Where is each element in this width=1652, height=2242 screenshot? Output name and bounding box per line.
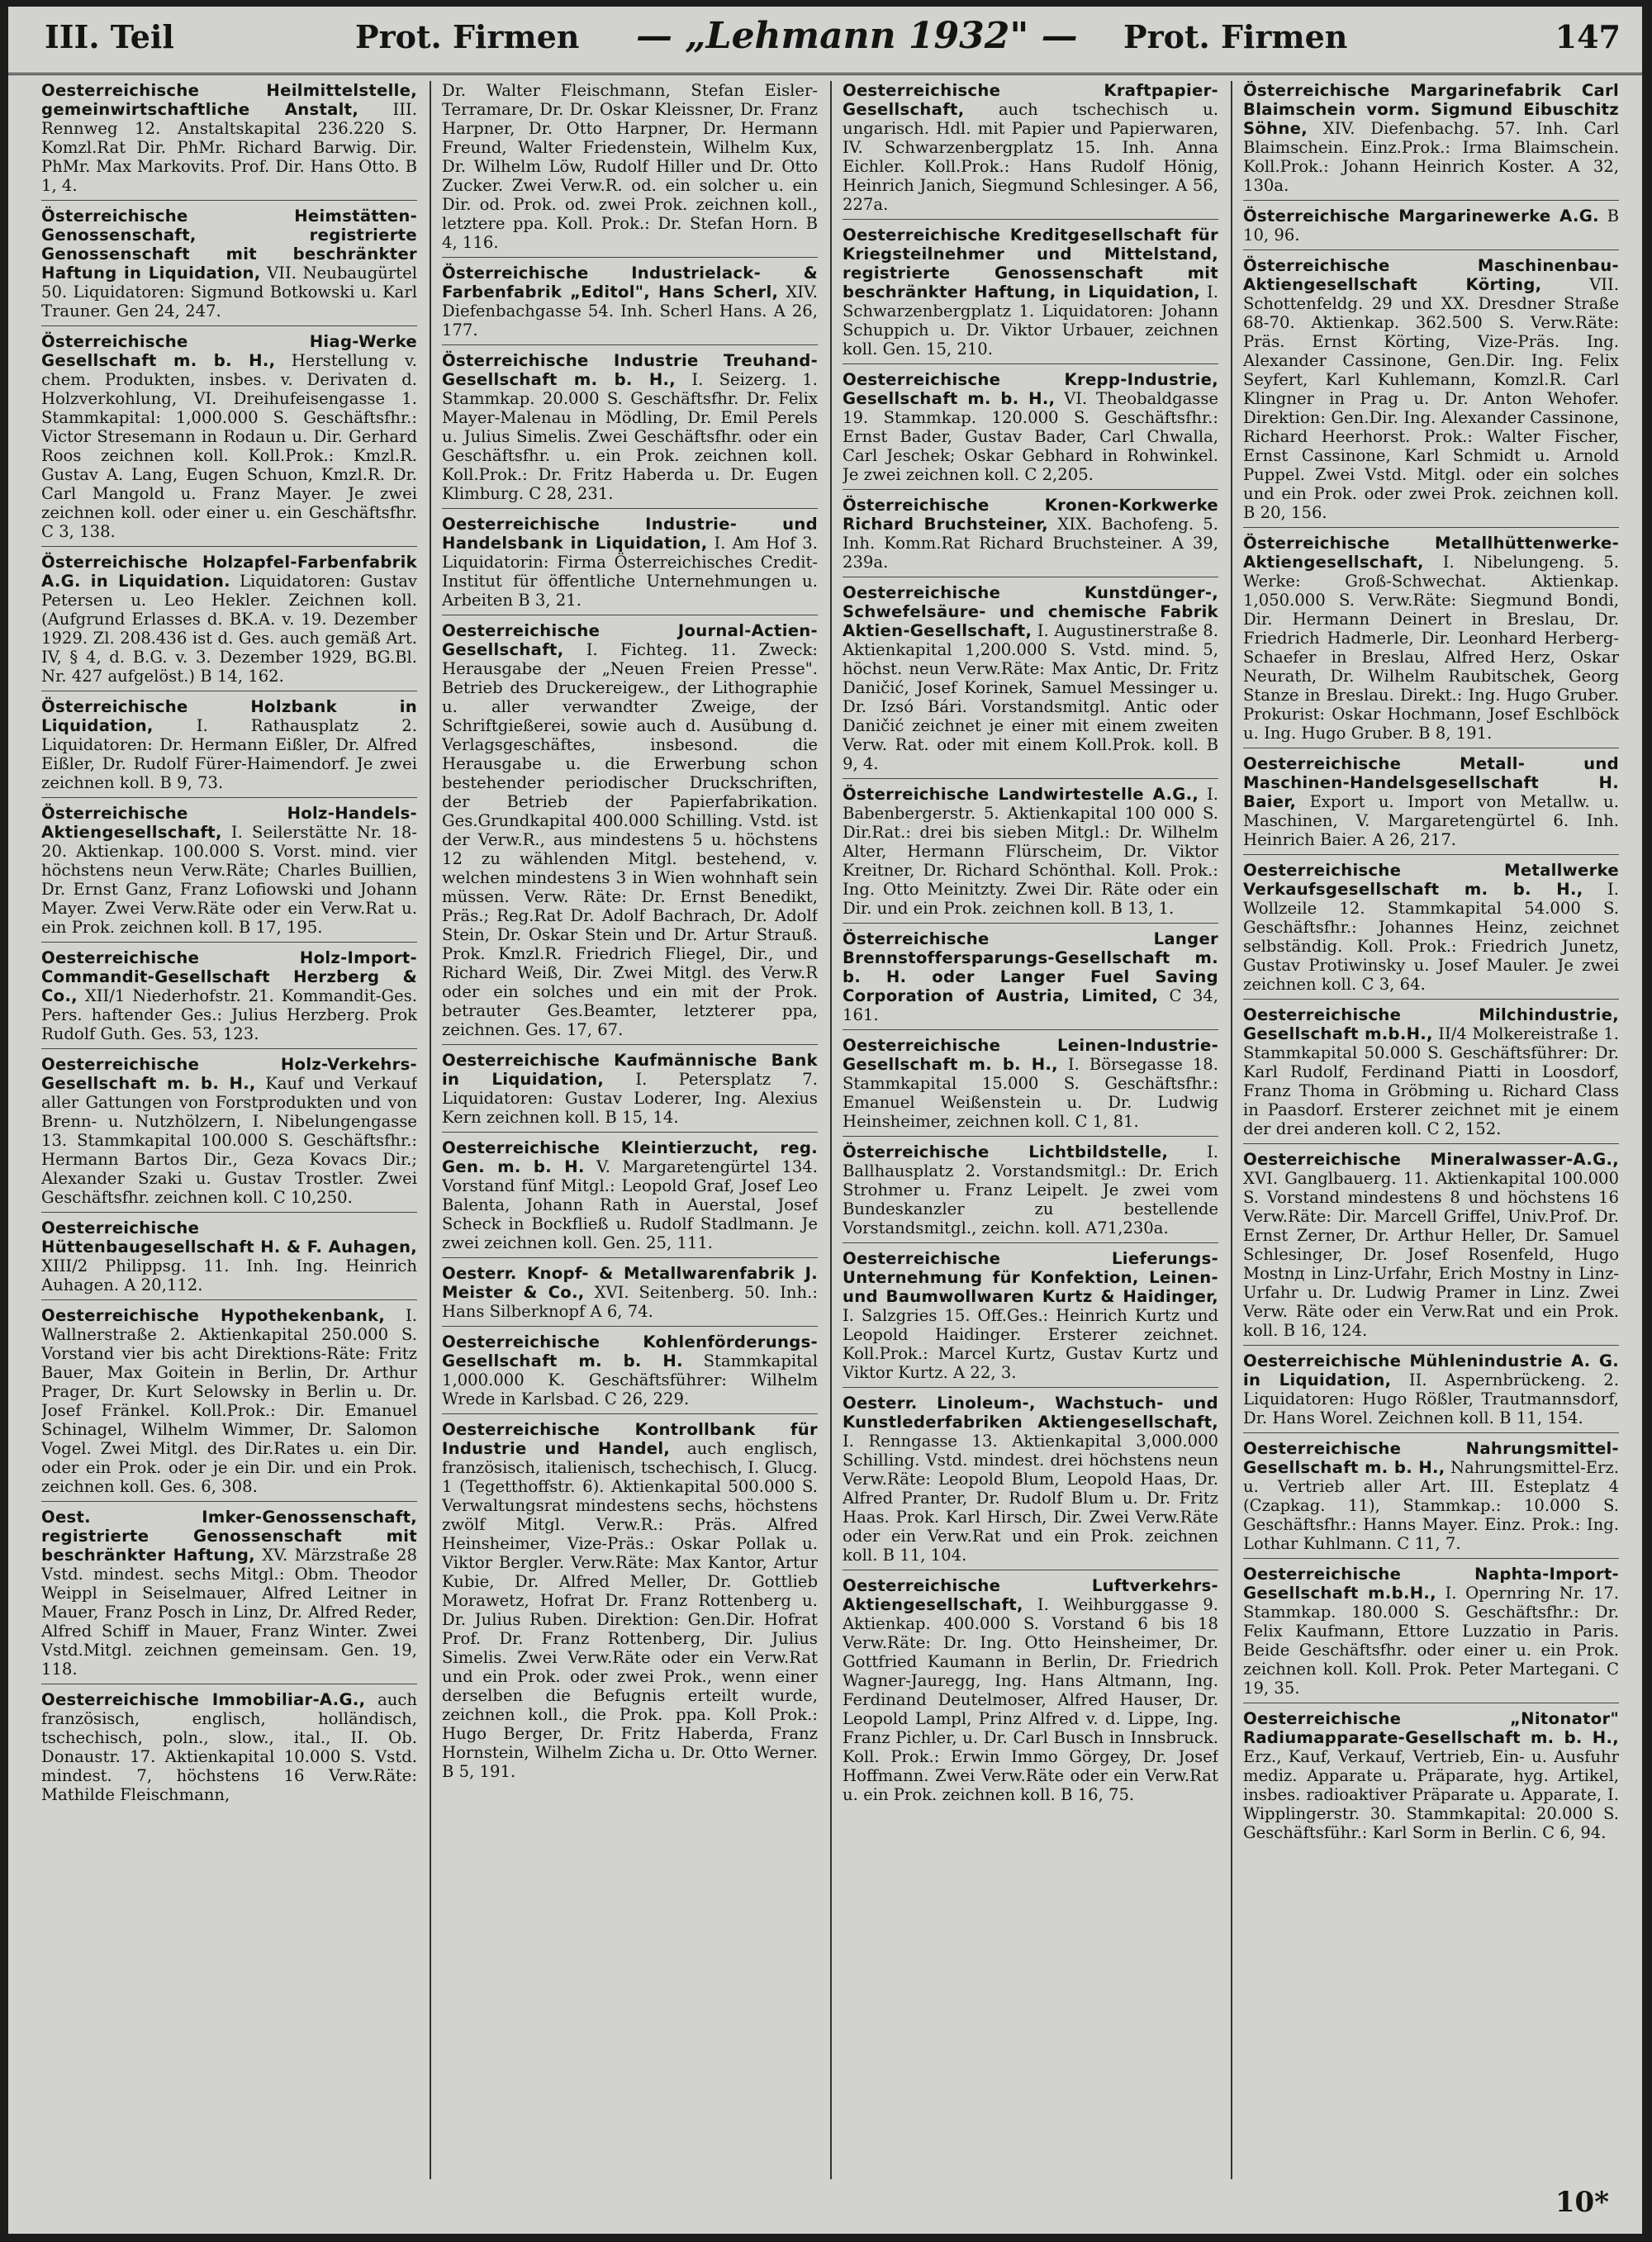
company-entry [41, 1690, 417, 1809]
company-name: Österreichische Heimstätten-Genossenschaft, registrierte Genossenschaft mit beschränkter Haftung in Liquidation, [41, 207, 417, 283]
company-details: Erz., Kauf, Verkauf, Vertrieb, Ein- u. Ausfuhr mediz. Apparate u. Präparate, hyg. Artikel, insbes. radioaktiver Präparate u. Apparate, I. Wipplingerstr. 30. Stammkapital: 20.000 S. Geschäftsführ.: Karl Sorm in Berlin. C 6, 94. [1243, 1747, 1619, 1842]
company-details: VII. Schottenfeldg. 29 und XX. Dresdner Straße 68-70. Aktienkap. 362.500 S. Verw.Räte: Präs. Ernst Körting, Vize-Präs. Ing. Alexander Cassinone, Gen.Dir. Ing. Felix Seyfert, Karl Kuhlemann, Komzl.R. Carl Klingner in Prag u. Dr. Anton Wehofer. Direktion: Gen.Dir. Ing. Alexander Cassinone, Richard Heerhorst. Prok.: Walter Fischer, Ernst Cassinone, Karl Schmidt u. Arnold Puppel. Zwei Vstd. Mitgl. oder ein solches und ein Prok. oder zwei Prok. zeichnen koll. B 20, 156. [1243, 275, 1619, 522]
company-details: I. Weihburggasse 9. Aktienkap. 400.000 S. Vorstand 6 bis 18 Verw.Räte: Dr. Ing. Otto Heinsheimer, Dr. Gottfried Kaumann in Berlin, Dr. Friedrich Wagner-Jauregg, Ing. Hans Altmann, Ing. Ferdinand Deutelmoser, Alfred Hauser, Dr. Leopold Lampl, Prinz Alfred v. d. Lippe, Ing. Franz Pichler, u. Dr. Carl Busch in Innsbruck. Koll. Prok.: Erwin Immo Görgey, Dr. Josef Hoffmann. Zwei Verw.Räte oder ein Verw.Rat u. ein Prok. zeichnen koll. B 16, 75. [843, 1595, 1218, 1804]
company-name: Österreichische Industrielack- & Farbenfabrik „Editol", Hans Scherl, [442, 264, 818, 302]
column-rule [430, 81, 431, 2179]
company-entry [1243, 256, 1619, 528]
company-entry [843, 1576, 1218, 1809]
company-details: auch französisch, englisch, holländisch, tschechisch, poln., slow., ital., II. Ob. Donaustr. 17. Aktienkapital 10.000 S. Vstd. mindest. 7, höchstens 16 Verw.Räte: Mathilde Fleischmann, [41, 1690, 417, 1804]
company-entry [41, 1218, 417, 1300]
company-details: Nahrungsmittel-Erz. u. Vertrieb aller Art. III. Esteplatz 4 (Czapkag. 11), Stammkap.: 10.000 S. Geschäftsfhr.: Hanns Mayer. Einz. Prok.: Ing. Lothar Kuhlmann. C 11, 7. [1243, 1458, 1619, 1553]
company-entry [41, 948, 417, 1049]
company-entry [41, 553, 417, 691]
company-entry [843, 496, 1218, 577]
company-name: Österreichische Landwirtestelle A.G., [843, 785, 1199, 804]
company-entry [41, 1306, 417, 1502]
company-name: Österreichische Holzapfel-Farbenfabrik A.G. in Liquidation. [41, 553, 417, 591]
company-name: Oesterreichische Nahrungsmittel-Gesellschaft m. b. H., [1243, 1439, 1619, 1477]
company-name: Oesterreichische Kohlenförderungs-Gesellschaft m. b. H. [442, 1332, 818, 1370]
company-name: Oesterreichische Hüttenbaugesellschaft H. & F. Auhagen, [41, 1218, 417, 1256]
company-name: Oesterr. Linoleum-, Wachstuch- und Kunstlederfabriken Aktiengesellschaft, [843, 1394, 1218, 1432]
section-label-left: Prot. Firmen [355, 18, 580, 55]
company-entry [843, 1394, 1218, 1570]
column-rule [1231, 81, 1232, 2179]
company-name: Oesterreichische Krepp-Industrie, Gesellschaft m. b. H., [843, 370, 1218, 408]
company-name: Oesterreichische Kontrollbank für Industrie und Handel, [442, 1420, 818, 1458]
company-name: Oesterreichische Naphta-Import-Gesellschaft m.b.H., [1243, 1565, 1619, 1603]
company-details: I. Salzgries 15. Off.Ges.: Heinrich Kurtz und Leopold Haidinger. Ersterer zeichnet. Koll.Prok.: Marcel Kurtz, Gustav Kurtz und Viktor Kurtz. A 22, 3. [843, 1306, 1218, 1382]
company-name: Oesterreichische Heilmittelstelle, gemeinwirtschaftliche Anstalt, [41, 81, 417, 119]
column-rule [830, 81, 832, 2179]
company-details: VII. Neubaugürtel 50. Liquidatoren: Sigmund Botkowski u. Karl Trauner. Gen 24, 247. [41, 264, 417, 321]
company-name: Oesterreichische Immobiliar-A.G., [41, 1690, 366, 1709]
company-name: Oesterreichische Metall- und Maschinen-Handelsgesellschaft H. Baier, [1243, 754, 1619, 811]
company-entry [843, 1249, 1218, 1388]
company-details: I. Opernring Nr. 17. Stammkap. 180.000 S. Geschäftsfhr.: Dr. Felix Kaufmann, Ettore Luzzatio in Paris. Beide Geschäftsfhr. oder einer u. ein Prok. zeichnen koll. Koll. Prok. Peter Martegani. C 19, 35. [1243, 1584, 1619, 1698]
company-name: Österreichische Metallhüttenwerke-Aktiengesellschaft, [1243, 534, 1619, 572]
company-entry [1243, 1709, 1619, 1847]
company-details: I. Petersplatz 7. Liquidatoren: Gustav Loderer, Ing. Alexius Kern zeichnen koll. B 15, 14. [442, 1070, 818, 1127]
company-entry [1243, 1565, 1619, 1703]
company-details: I. Nibelungeng. 5. Werke: Groß-Schwechat. Aktienkap. 1,050.000 S. Verw.Räte: Siegmund Bondi, Dir. Hermann Deinert in Breslau, Dr. Friedrich Hadmerle, Dir. Leonhard Herberg-Schaefer in Breslau, Alfred Herz, Oskar Neurath, Dr. Wilhelm Raubitschek, Georg Stanze in Breslau. Direkt.: Ing. Hugo Gruber. Prokurist: Oskar Hochmann, Josef Eschlböck u. Ing. Hugo Gruber. B 8, 191. [1243, 553, 1619, 743]
signature-mark: 10* [1555, 2186, 1609, 2219]
company-entry [442, 351, 818, 509]
company-entry [442, 1264, 818, 1327]
company-details: XVI. Seitenberg. 50. Inh.: Hans Silberknopf A 6, 74. [442, 1283, 818, 1321]
company-name: Österreichische Holzbank in Liquidation, [41, 697, 417, 735]
company-details: Herstellung v. chem. Produkten, insbes. v. Derivaten d. Holzverkohlung, VI. Dreihufeisengasse 1. Stammkapital: 1,000.000 S. Geschäftsfhr.: Victor Stresemann in Rodaun u. Dir. Gerhard Roos zeichnen koll. Koll.Prok.: Kmzl.R. Gustav A. Lang, Eugen Schuon, Kmzl.R. Dr. Carl Mangold u. Franz Mayer. Je zwei zeichnen koll. oder einer u. ein Geschäftsfhr. C 3, 138. [41, 351, 417, 541]
company-details: I. Fichteg. 11. Zweck: Herausgabe der „Neuen Freien Presse". Betrieb des Druckereigew., der Lithographie u. aller verwandter Zweige, der Schriftgießerei, sowie auch d. Ausübung d. Verlagsgeschäftes, insbesond. die Herausgabe u. die Erwerbung schon bestehender periodischer Druckschriften, der Betrieb der Papierfabrikation. Ges.Grundkapital 400.000 Schilling. Vstd. ist der Verw.R., aus mindestens 5 u. höchstens 12 zu wählenden Mitgl. bestehend, v. welchen mindestens 3 in Wien wohnhaft sein müssen. Verw. Räte: Dr. Ernst Benedikt, Präs.; Reg.Rat Dr. Adolf Bachrach, Dr. Adolf Stein, Dr. Oskar Stein und Dr. Artur Strauß. Prok. Kmzl.R. Friedrich Fliegel, Dir., und Richard Weiß, Dir. Zwei Mitgl. des Verw.R oder ein solches und ein mit der Prok. betrauter Ges.Beamter, letzterer ppa, zeichnen. Ges. 17, 67. [442, 640, 818, 1039]
company-name: Oesterreichische Luftverkehrs-Aktiengesellschaft, [843, 1576, 1218, 1614]
company-details: I. Augustinerstraße 8. Aktienkapital 1,200.000 S. Vstd. mind. 5, höchst. neun Verw.Räte: Max Antic, Dr. Fritz Daničić, Josef Korinek, Samuel Messinger u. Dr. Izsó Bári. Vorstandsmitgl. Antic oder Daničić zeichnet je einer mit einem zweiten Verw. Rat. oder mit einem Koll.Prok. koll. B 9, 4. [843, 621, 1218, 773]
company-details: V. Margaretengürtel 134. Vorstand fünf Mitgl.: Leopold Graf, Josef Leo Balenta, Johann Rath in Auerstal, Josef Scheck in Bockfließ u. Rudolf Stadlmann. Je zwei zeichnen koll. Gen. 25, 111. [442, 1157, 818, 1252]
company-name: Oesterreichische Metallwerke Verkaufsgesellschaft m. b. H., [1243, 861, 1619, 899]
company-name: Oesterreichische Kreditgesellschaft für Kriegsteilnehmer und Mittelstand, registrierte Genossenschaft mit beschränkter Haftung, in Liquidation, [843, 226, 1218, 302]
company-details: I. Rathausplatz 2. Liquidatoren: Dr. Hermann Eißler, Dr. Alfred Eißler, Dr. Rudolf Fürer-Haimendorf. Je zwei zeichnen koll. B 9, 73. [41, 716, 417, 792]
company-name: Österreichische Kronen-Korkwerke Richard Bruchsteiner, [843, 496, 1218, 534]
company-entry [843, 226, 1218, 364]
company-name: Österreichische Margarinewerke A.G. [1243, 207, 1599, 226]
company-details: Stammkapital 1,000.000 K. Geschäftsführer: Wilhelm Wrede in Karlsbad. C 26, 229. [442, 1351, 818, 1408]
column-1 [41, 81, 417, 2179]
company-entry [442, 621, 818, 1045]
company-details: I. Börsegasse 18. Stammkapital 15.000 S. Geschäftsfhr.: Emanuel Weißenstein u. Dr. Ludwig Heinsheimer, zeichnen koll. C 1, 81. [843, 1055, 1218, 1131]
company-entry [843, 370, 1218, 490]
company-details: auch tschechisch u. ungarisch. Hdl. mit Papier und Papierwaren, IV. Schwarzenbergplatz 15. Inh. Anna Eichler. Koll.Prok.: Hans Rudolf Hönig, Heinrich Janich, Siegmund Schlesinger. A 56, 227a. [843, 100, 1218, 214]
company-details: Kauf und Verkauf aller Gattungen von Forstprodukten und von Brenn- u. Nutzhölzern, I. Nibelungengasse 13. Stammkapital 100.000 S. Geschäftsfhr.: Hermann Bartos Dir., Geza Kovacs Dir.; Alexander Szaki u. Gustav Trostler. Zwei Geschäftsfhr. zeichnen koll. C 10,250. [41, 1074, 417, 1207]
company-details: III. Rennweg 12. Anstaltskapital 236.220 S. Komzl.Rat Dir. PhMr. Richard Barwig. Dir. PhMr. Max Markovits. Prof. Dir. Hans Otto. B 1, 4. [41, 100, 417, 195]
company-details: II. Aspernbrückeng. 2. Liquidatoren: Hugo Rößler, Trautmannsdorf, Dr. Hans Worel. Zeichnen koll. B 11, 154. [1243, 1370, 1619, 1427]
company-entry [843, 785, 1218, 924]
company-name: Oesterreichische Industrie- und Handelsbank in Liquidation, [442, 515, 818, 553]
company-name: Oesterreichische Leinen-Industrie-Gesellschaft m. b. H., [843, 1036, 1218, 1074]
page-header [8, 7, 1642, 75]
company-entry [843, 583, 1218, 779]
company-details: XIV. Diefenbachgasse 54. Inh. Scherl Hans. A 26, 177. [442, 283, 818, 340]
publication-title: — „Lehmann 1932" — [636, 15, 1078, 57]
section-label-right: Prot. Firmen [1123, 18, 1348, 55]
company-name: Oesterreichische Holz-Verkehrs-Gesellschaft m. b. H., [41, 1055, 417, 1093]
company-details: XIII/2 Philippsg. 11. Inh. Ing. Heinrich Auhagen. A 20,112. [41, 1256, 417, 1294]
company-entry [41, 207, 417, 326]
company-details: I. Babenbergerstr. 5. Aktienkapital 100 000 S. Dir.Rat.: drei bis sieben Mitgl.: Dr. Wilhelm Alter, Hermann Flürscheim, Dr. Viktor Kreitner, Dr. Richard Schönthal. Koll. Prok.: Ing. Otto Meinitzty. Zwei Dir. Räte oder ein Dir. und ein Prok. zeichnen koll. B 13, 1. [843, 785, 1218, 918]
company-name: Oesterreichische Kunstdünger-, Schwefelsäure- und chemische Fabrik Aktien-Gesellschaft, [843, 583, 1218, 640]
company-name: Oesterreichische Kleintierzucht, reg. Gen. m. b. H. [442, 1138, 818, 1176]
company-name: Oest. Imker-Genossenschaft, registrierte Genossenschaft mit beschränkter Haftung, [41, 1508, 417, 1565]
company-details: I. Wollzeile 12. Stammkapital 54.000 S. Geschäftsfhr.: Johannes Heinz, zeichnet selbständig. Koll. Prok.: Friedrich Junetz, Gustav Protiwinsky u. Josef Mauler. Je zwei zeichnen koll. C 3, 64. [1243, 880, 1619, 994]
company-details: XIX. Bachofeng. 5. Inh. Komm.Rat Richard Bruchsteiner. A 39, 239a. [843, 515, 1218, 572]
company-details: II/4 Molkereistraße 1. Stammkapital 50.000 S. Geschäftsführer: Dr. Karl Rudolf, Ferdinand Piatti in Loosdorf, Franz Thoma in Gröbming u. Richard Class in Paasdorf. Ersterer zeichnet mit je einem der drei anderen koll. C 2, 152. [1243, 1024, 1619, 1138]
listing-columns [41, 81, 1627, 2179]
company-name: Oesterreichische Kraftpapier-Gesellschaft, [843, 81, 1218, 119]
column-3 [843, 81, 1218, 2179]
company-entry [1243, 1351, 1619, 1433]
company-name: Oesterreichische Lieferungs-Unternehmung für Konfektion, Leinen- und Baumwollwaren Kurtz & Haidinger, [843, 1249, 1218, 1306]
company-name: Österreichische Hiag-Werke Gesellschaft m. b. H., [41, 332, 417, 370]
company-entry [442, 264, 818, 345]
column-4 [1243, 81, 1619, 2179]
company-entry [41, 1055, 417, 1213]
company-name: Oesterreichische Holz-Import-Commandit-Gesellschaft Herzberg & Co., [41, 948, 417, 1005]
company-entry [41, 804, 417, 943]
company-details: I. Seilerstätte Nr. 18-20. Aktienkap. 100.000 S. Vorst. mind. vier höchstens neun Verw.Räte; Charles Buillien, Dr. Ernst Ganz, Franz Lofiowski und Johann Mayer. Zwei Verw.Räte oder ein Verw.Rat u. ein Prok. zeichnen koll. B 17, 195. [41, 823, 417, 937]
part-label: III. Teil [45, 18, 174, 55]
company-name: Österreichische Industrie Treuhand-Gesellschaft m. b. H., [442, 351, 818, 389]
company-details: Dr. Walter Fleischmann, Stefan Eisler-Terramare, Dr. Dr. Oskar Kleissner, Dr. Franz Harpner, Dr. Otto Harpner, Dr. Hermann Freund, Walter Friedenstein, Wilhelm Kux, Dr. Wilhelm Löw, Rudolf Hiller und Dr. Otto Zucker. Zwei Verw.R. od. ein solcher u. ein Dir. od. Prok. od. zwei Prok. zeichnen koll., letztere ppa. Koll. Prok.: Dr. Stefan Horn. B 4, 116. [442, 81, 818, 252]
company-entry [843, 1036, 1218, 1137]
company-details: I. Ballhausplatz 2. Vorstandsmitgl.: Dr. Erich Strohmer u. Franz Leipelt. Je zwei vom Bundeskanzler zu bestellende Vorstandsmitgl., zeichn. koll. A71,230a. [843, 1142, 1218, 1237]
company-name: Oesterreichische Hypothekenbank, [41, 1306, 386, 1325]
company-name: Oesterr. Knopf- & Metallwarenfabrik J. Meister & Co., [442, 1264, 818, 1302]
company-entry [1243, 1439, 1619, 1559]
company-entry [442, 1420, 818, 1786]
company-details: XVI. Ganglbauerg. 11. Aktienkapital 100.000 S. Vorstand mindestens 8 und höchstens 16 Verw.Räte: Dir. Marcell Griffel, Univ.Prof. Dr. Ernst Zerner, Dr. Arthur Heller, Dr. Samuel Schlesinger, Dr. Josef Rosenfeld, Hugo Mostnд in Linz-Urfahr, Erich Mostny in Linz-Urfahr u. Dr. Ludwig Pramer in Linz. Zwei Verw. Räte oder ein Verw.Rat und ein Prok. koll. B 16, 124. [1243, 1169, 1619, 1340]
company-details: I. Seizerg. 1. Stammkap. 20.000 S. Geschäftsfhr. Dr. Felix Mayer-Malenau in Mödling, Dr. Emil Perels u. Julius Simelis. Zwei Geschäftsfhr. oder ein Geschäftsfhr. u. ein Prok. zeichnen koll. Koll.Prok.: Dr. Fritz Haberda u. Dr. Eugen Klimburg. C 28, 231. [442, 370, 818, 503]
company-entry [843, 1142, 1218, 1243]
company-entry [1243, 861, 1619, 1000]
company-name: Österreichische Maschinenbau-Aktiengesellschaft Körting, [1243, 256, 1619, 294]
company-name: Österreichische Lichtbildstelle, [843, 1142, 1169, 1161]
company-entry [843, 929, 1218, 1030]
company-name: Oesterreichische Mineralwasser-A.G., [1243, 1150, 1619, 1169]
company-details: XIV. Diefenbachg. 57. Inh. Carl Blaimschein. Einz.Prok.: Irma Blaimschein. Koll.Prok.: Johann Heinrich Koster. A 32, 130a. [1243, 119, 1619, 195]
company-details: I. Am Hof 3. Liquidatorin: Firma Österreichisches Credit-Institut für öffentliche Unternehmungen u. Arbeiten B 3, 21. [442, 534, 818, 610]
company-name: Oesterreichische „Nitonator" Radiumapparate-Gesellschaft m. b. H., [1243, 1709, 1619, 1747]
column-2 [442, 81, 818, 2179]
company-name: Österreichische Langer Brennstoffersparungs-Gesellschaft m. b. H. oder Langer Fuel Saving Corporation of Austria, Limited, [843, 929, 1218, 1005]
company-entry [442, 1051, 818, 1133]
company-entry [1243, 1150, 1619, 1346]
company-entry [1243, 81, 1619, 201]
company-details: I. Schwarzenbergplatz 1. Liquidatoren: Johann Schuppich u. Dr. Viktor Urbauer, zeichnen koll. Gen. 15, 210. [843, 283, 1218, 359]
company-details: Export u. Import von Metallw. u. Maschinen, V. Margaretengürtel 6. Inh. Heinrich Baier. A 26, 217. [1243, 792, 1619, 849]
company-entry [1243, 1005, 1619, 1144]
company-entry [843, 81, 1218, 220]
company-entry [41, 697, 417, 798]
company-name: Oesterreichische Mühlenindustrie A. G. in Liquidation, [1243, 1351, 1619, 1389]
company-entry [41, 81, 417, 201]
page-number: 147 [1555, 18, 1621, 55]
company-details: I. Wallnerstraße 2. Aktienkapital 250.000 S. Vorstand vier bis acht Direktions-Räte: Fritz Bauer, Max Goitein in Berlin, Dr. Arthur Prager, Dr. Kurt Selowsky in Berlin u. Dr. Josef Fränkel. Koll.Prok.: Dir. Emanuel Schinagel, Wilhelm Wimmer, Dr. Salomon Vogel. Zwei Mitgl. des Dir.Rates u. ein Dir. oder ein Prok. oder je ein Dir. und ein Prok. zeichnen koll. Ges. 6, 308. [41, 1306, 417, 1496]
company-entry [1243, 207, 1619, 250]
company-details: B 10, 96. [1243, 207, 1619, 245]
company-details: I. Renngasse 13. Aktienkapital 3,000.000 Schilling. Vstd. mindest. drei höchstens neun Verw.Räte: Leopold Blum, Leopold Haas, Dr. Alfred Pranter, Dr. Rudolf Blum u. Dr. Fritz Haas. Prok. Karl Hirsch, Dir. Zwei Verw.Räte oder ein Verw.Rat und ein Prok. zeichnen koll. B 11, 104. [843, 1432, 1218, 1565]
directory-page [8, 7, 1642, 2234]
company-entry [41, 332, 417, 547]
company-details: XV. Märzstraße 28 Vstd. mindest. sechs Mitgl.: Obm. Theodor Weippl in Seiselmauer, Alfred Leitner in Mauer, Franz Posch in Linz, Dr. Alfred Reder, Alfred Schiff in Mauer, Franz Winter. Zwei Vstd.Mitgl. zeichnen gemeinsam. Gen. 19, 118. [41, 1546, 417, 1679]
company-details: Liquidatoren: Gustav Petersen u. Leo Hekler. Zeichnen koll. (Aufgrund Erlasses d. BK.A. v. 19. Dezember 1929. Zl. 208.436 ist d. Ges. auch gemäß Art. IV, § 4, d. B.G. v. 3. Dezember 1929, BG.Bl. Nr. 427 aufgelöst.) B 14, 162. [41, 572, 417, 686]
company-entry [1243, 754, 1619, 855]
company-name: Oesterreichische Milchindustrie, Gesellschaft m.b.H., [1243, 1005, 1619, 1043]
company-entry [442, 1332, 818, 1414]
company-entry [442, 81, 818, 258]
company-name: Österreichische Margarinefabrik Carl Blaimschein vorm. Sigmund Eibuschitz Söhne, [1243, 81, 1619, 138]
company-details: XII/1 Niederhofstr. 21. Kommandit-Ges. Pers. haftender Ges.: Julius Herzberg. Prok Rudolf Guth. Ges. 53, 123. [41, 986, 417, 1043]
company-details: C 34, 161. [843, 986, 1218, 1024]
company-details: VI. Theobaldgasse 19. Stammkap. 120.000 S. Geschäftsfhr.: Ernst Bader, Gustav Bader, Carl Chwalla, Carl Jeschek; Oskar Gebhard in Rohwinkel. Je zwei zeichnen koll. C 2,205. [843, 389, 1218, 484]
company-entry [41, 1508, 417, 1684]
company-entry [442, 1138, 818, 1258]
company-name: Oesterreichische Kaufmännische Bank in Liquidation, [442, 1051, 818, 1089]
company-entry [1243, 534, 1619, 748]
company-details: auch englisch, französisch, italienisch, tschechisch, I. Glucg. 1 (Tegetthoffstr. 6). Aktienkapital 500.000 S. Verwaltungsrat mindestens sechs, höchstens zwölf Mitgl. Verw.R.: Präs. Alfred Heinsheimer, Vize-Präs.: Oskar Pollak u. Viktor Bergler. Verw.Räte: Max Kantor, Artur Kubie, Dr. Alfred Meller, Dr. Gottlieb Morawetz, Hofrat Dr. Franz Rottenberg u. Dr. Julius Ruben. Direktion: Gen.Dir. Hofrat Prof. Dr. Franz Rottenberg, Dir. Julius Simelis. Zwei Verw.Räte oder ein Verw.Rat und ein Prok. oder zwei Prok., wenn einer derselben die Befugnis erteilt wurde, zeichnen koll., die Prok. ppa. Koll Prok.: Hugo Berger, Dr. Fritz Haberda, Franz Hornstein, Wilhelm Zicha u. Dr. Otto Werner. B 5, 191. [442, 1439, 818, 1781]
company-name: Österreichische Holz-Handels-Aktiengesellschaft, [41, 804, 417, 842]
company-name: Oesterreichische Journal-Actien-Gesellschaft, [442, 621, 818, 659]
company-entry [442, 515, 818, 615]
